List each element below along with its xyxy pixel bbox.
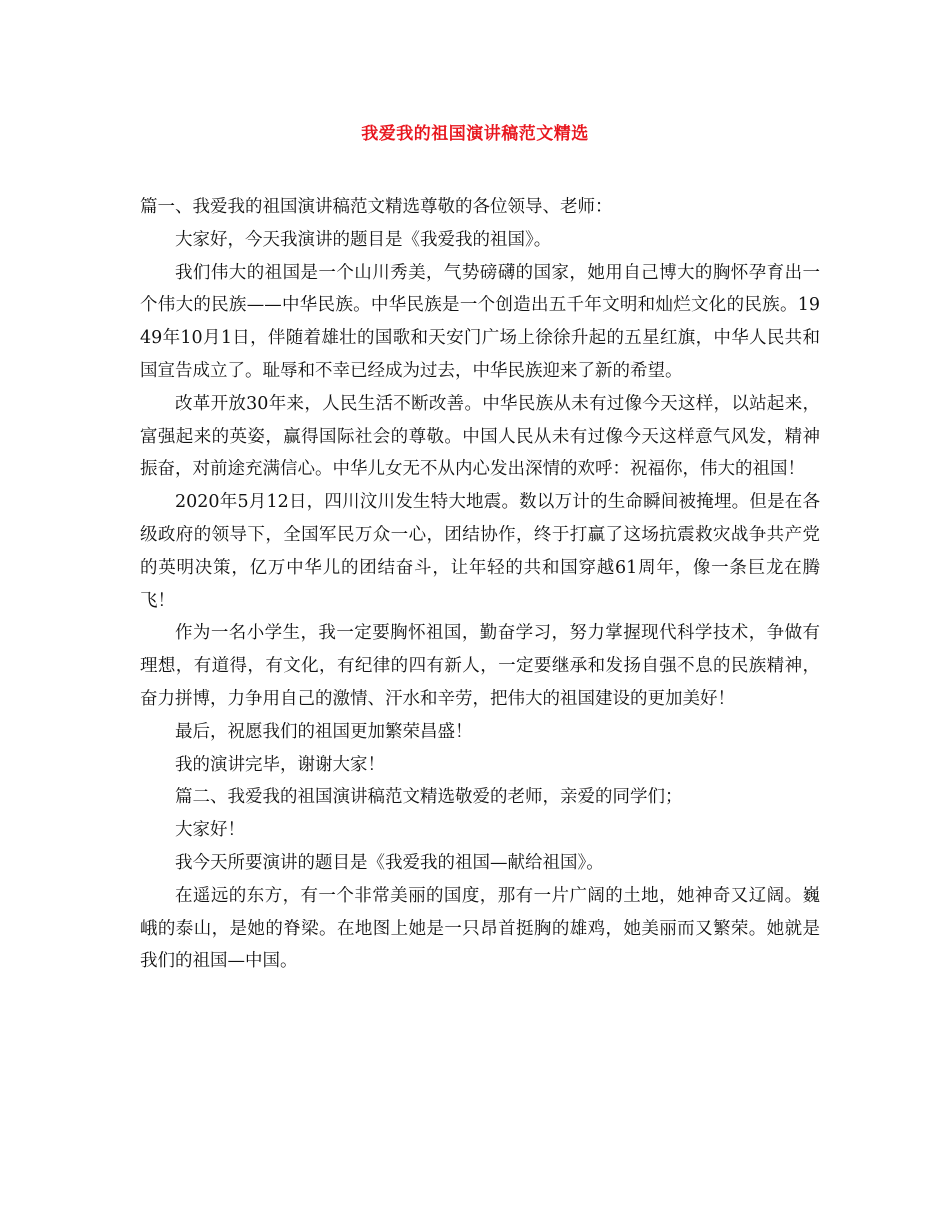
paragraph-greeting: 大家好，今天我演讲的题目是《我爱我的祖国》。 xyxy=(175,229,552,250)
paragraph: 我的演讲完毕，谢谢大家！ xyxy=(175,754,385,775)
paragraph: 2020年5月12日，四川汶川发生特大地震。数以万计的生命瞬间被掩埋。但是在各级政府的领导下，全国军民万众一心，团结协作，终于打赢了这场抗震救灾战争共产党的英明决策，亿万中华儿的团结奋斗，让年轻的共和国穿越61周年，像一条巨龙在腾飞！ xyxy=(140,492,820,611)
paragraph-section-2-heading: 篇二、我爱我的祖国演讲稿范文精选敬爱的老师，亲爱的同学们； xyxy=(175,787,683,808)
document-body xyxy=(140,191,820,978)
paragraph: 改革开放30年来，人民生活不断改善。中华民族从未有过像今天这样，以站起来，富强起来的英姿，赢得国际社会的尊敬。中国人民从未有过像今天这样意气风发，精神振奋，对前途充满信心。中华儿女无不从内心发出深情的欢呼：祝福你，伟大的祖国！ xyxy=(140,393,820,480)
paragraph-greeting: 大家好！ xyxy=(175,820,245,841)
paragraph: 我们伟大的祖国是一个山川秀美，气势磅礴的国家，她用自己博大的胸怀孕育出一个伟大的民族——中华民族。中华民族是一个创造出五千年文明和灿烂文化的民族。1949年10月1日，伴随着雄壮的国歌和天安门广场上徐徐升起的五星红旗，中华人民共和国宣告成立了。耻辱和不幸已经成为过去，中华民族迎来了新的希望。 xyxy=(140,262,820,381)
paragraph: 作为一名小学生，我一定要胸怀祖国，勤奋学习，努力掌握现代科学技术，争做有理想，有道得，有文化，有纪律的四有新人，一定要继承和发扬自强不息的民族精神，奋力拼博，力争用自己的激情、汗水和辛劳，把伟大的祖国建设的更加美好！ xyxy=(140,623,820,709)
document-title: 我爱我的祖国演讲稿范文精选 xyxy=(361,124,589,144)
paragraph: 最后，祝愿我们的祖国更加繁荣昌盛！ xyxy=(175,721,473,742)
paragraph-section-1-heading: 篇一、我爱我的祖国演讲稿范文精选尊敬的各位领导、老师： xyxy=(140,197,613,217)
paragraph: 在遥远的东方，有一个非常美丽的国度，那有一片广阔的土地，她神奇又辽阔。巍峨的泰山，是她的脊梁。在地图上她是一只昂首挺胸的雄鸡，她美丽而又繁荣。她就是我们的祖国—中国。 xyxy=(140,885,820,972)
paragraph: 我今天所要演讲的题目是《我爱我的祖国—献给祖国》。 xyxy=(175,852,604,873)
